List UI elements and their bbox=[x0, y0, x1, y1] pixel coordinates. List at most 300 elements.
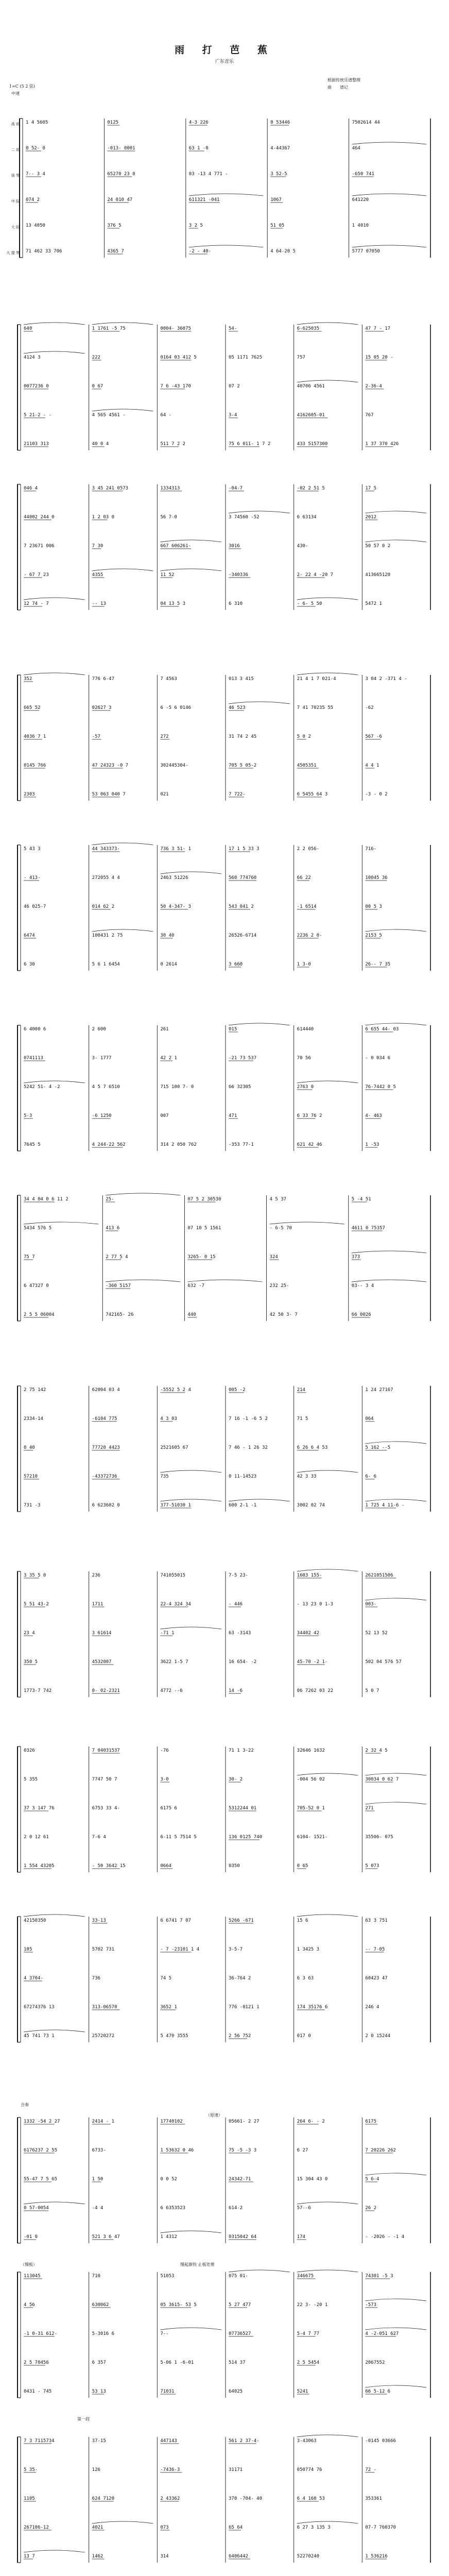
jianpu-note-group: 5 -4 51 bbox=[351, 1197, 371, 1202]
jianpu-note-group: 05 3615- 53 5 bbox=[160, 2302, 197, 2308]
jianpu-note-group: 13 7 bbox=[24, 2554, 35, 2559]
jianpu-note-group: 3 74560 -52 bbox=[229, 515, 260, 520]
jianpu-note-group: 5 073 bbox=[365, 1863, 379, 1869]
slur-arc bbox=[106, 1280, 180, 1282]
jianpu-note-group: - 13 23 0 1-3 bbox=[297, 1602, 334, 1607]
jianpu-note-group: 0 40 bbox=[24, 1445, 35, 1450]
jianpu-note-group: 614-2 bbox=[229, 2206, 243, 2211]
slur-arc bbox=[187, 1280, 262, 1282]
jianpu-note-group: 5 6-4 bbox=[365, 2177, 379, 2182]
slur-arc bbox=[229, 1499, 290, 1501]
jianpu-note-group: - 413- bbox=[24, 875, 41, 880]
jianpu-note-group: 003- bbox=[365, 1602, 377, 1607]
jianpu-note-group: 51053 bbox=[160, 2274, 175, 2279]
jianpu-note-group: 1 4 5605 bbox=[26, 120, 48, 125]
jianpu-note-group: 40706 4561 bbox=[297, 384, 325, 389]
slur-arc bbox=[365, 2173, 426, 2175]
jianpu-note-group: 23 4 bbox=[24, 1631, 35, 1636]
jianpu-note-group: -6 1250 bbox=[92, 1113, 112, 1118]
jianpu-note-group: 4 56 bbox=[24, 2302, 35, 2308]
jianpu-note-group: 4-44367 bbox=[270, 146, 290, 151]
jianpu-note-group: 314 2 050 762 bbox=[160, 1142, 197, 1147]
jianpu-note-group: 2 77 5 4 bbox=[106, 1255, 128, 1260]
jianpu-note-group: -01 0 bbox=[24, 2234, 38, 2240]
jianpu-note-group: 1 3425 3 bbox=[297, 1947, 320, 1952]
jianpu-note-group: 4 5 37 bbox=[269, 1197, 287, 1202]
slur-arc bbox=[189, 194, 263, 196]
jianpu-note-group: 4 64-20 5 bbox=[270, 249, 296, 254]
jianpu-note-group: -76 bbox=[160, 1748, 169, 1753]
jianpu-note-group: 05661- 2 27 bbox=[229, 2119, 260, 2124]
jianpu-note-group: 76-7442 0 5 bbox=[365, 1084, 396, 1090]
jianpu-note-group: 0 57-0054 bbox=[24, 2206, 49, 2211]
jianpu-note-group: 267106-12 bbox=[24, 2525, 49, 2530]
jianpu-note-group: 5241 bbox=[297, 2389, 308, 2394]
jianpu-note-group: -6104 775 bbox=[92, 1416, 117, 1421]
jianpu-note-group: 3622 1-5 7 bbox=[160, 1659, 188, 1665]
section-mark: 慢起渐快 止板处理 bbox=[180, 2262, 215, 2267]
slur-arc bbox=[352, 1251, 426, 1253]
slur-arc bbox=[297, 1914, 358, 1917]
jianpu-note-group: 430- bbox=[297, 544, 308, 549]
slur-arc bbox=[365, 1802, 426, 1804]
jianpu-note-group: 46 523 bbox=[229, 705, 246, 710]
jianpu-note-group: 6175 bbox=[365, 2119, 377, 2124]
jianpu-note-group: 600 2-1 -1 bbox=[229, 1503, 257, 1508]
jianpu-note-group: 4611 0 75357 bbox=[351, 1226, 385, 1231]
jianpu-note-group: 2 2 056- bbox=[297, 846, 320, 852]
jianpu-note-group: - 67 7 23 bbox=[24, 572, 49, 578]
jianpu-note-group: 7 4563 bbox=[160, 676, 177, 682]
jianpu-note-group: 560 774760 bbox=[229, 875, 257, 880]
jianpu-note-group: 26526-6714 bbox=[229, 933, 257, 938]
jianpu-note-group: 5 27 477 bbox=[229, 2302, 251, 2308]
jianpu-note-group: 6 4 160 53 bbox=[297, 2496, 325, 2501]
jianpu-note-group: 5777 07050 bbox=[352, 249, 380, 254]
jianpu-note-group: 7 41 70235 55 bbox=[297, 705, 334, 710]
jianpu-note-group: 3 61614 bbox=[92, 1631, 112, 1636]
jianpu-note-group: 736 3 51- 1 bbox=[160, 846, 191, 852]
slur-arc bbox=[160, 2328, 221, 2330]
jianpu-note-group: 514 37 bbox=[229, 2360, 246, 2365]
jianpu-note-group: 621 42 46 bbox=[297, 1142, 322, 1147]
jianpu-note-group: 71 5 bbox=[297, 1416, 308, 1421]
jianpu-note-group: 57--6 bbox=[297, 2206, 311, 2211]
jianpu-note-group: 3-4 bbox=[229, 413, 237, 418]
slur-arc bbox=[24, 673, 85, 675]
slur-arc bbox=[365, 2299, 426, 2301]
jianpu-note-group: 25- bbox=[106, 1197, 114, 1202]
jianpu-note-group: 3-43063 bbox=[297, 2438, 317, 2444]
jianpu-note-group: 2 600 bbox=[92, 1027, 106, 1032]
jianpu-note-group: 3-5-7 bbox=[229, 1947, 243, 1952]
slur-arc bbox=[297, 2521, 358, 2523]
jianpu-note-group: 2 5 5454 bbox=[297, 2360, 320, 2365]
jianpu-note-group: 7747 50 7 bbox=[92, 1777, 117, 1782]
jianpu-note-group: 50 57 0 2 bbox=[365, 544, 391, 549]
jianpu-note-group: 013 3 415 bbox=[229, 676, 254, 682]
jianpu-note-group: 736 bbox=[92, 1976, 100, 1981]
jianpu-note-group: -7436-3 bbox=[160, 2467, 180, 2472]
jianpu-note-group: 0326 bbox=[24, 1748, 35, 1753]
jianpu-note-group: 4532007 bbox=[92, 1659, 112, 1665]
jianpu-note-group: 6176237 2 55 bbox=[24, 2148, 58, 2153]
jianpu-note-group: 6 27 3 135 3 bbox=[297, 2525, 331, 2530]
slur-arc bbox=[365, 1023, 426, 1025]
jianpu-note-group: 75 -5 -3 3 bbox=[229, 2148, 257, 2153]
jianpu-note-group: 705-52 0 1 bbox=[297, 1806, 325, 1811]
jianpu-note-group: -004 56 02 bbox=[297, 1777, 325, 1782]
jianpu-note-group: 2334-14 bbox=[24, 1416, 43, 1421]
jianpu-note-group: 6- 6 bbox=[365, 1474, 377, 1479]
jianpu-note-group: 174 bbox=[297, 2234, 305, 2240]
jianpu-note-group: 0431 - 745 bbox=[24, 2389, 52, 2394]
jianpu-note-group: 1 1761 -5 75 bbox=[92, 326, 126, 331]
jianpu-note-group: 33-13 bbox=[92, 1918, 106, 1923]
jianpu-note-group: 4036 7 1 bbox=[24, 734, 46, 739]
jianpu-note-group: 776 6-47 bbox=[92, 676, 115, 682]
slur-arc bbox=[24, 1222, 98, 1224]
jianpu-note-group: 767 bbox=[365, 413, 374, 418]
jianpu-note-group: 6 5455 64 3 bbox=[297, 792, 328, 797]
jianpu-note-group: 2012 bbox=[365, 515, 377, 520]
instrument-label: 大 提 琴 bbox=[6, 251, 20, 255]
jianpu-note-group: 050774 76 bbox=[297, 2467, 322, 2472]
jianpu-note-group: 14 -6 bbox=[229, 1688, 243, 1693]
jianpu-note-group: 464 bbox=[352, 146, 360, 151]
slur-arc bbox=[92, 843, 153, 845]
jianpu-note-group: 2 5 5 06004 bbox=[24, 1312, 55, 1317]
jianpu-note-group: 56 7-0 bbox=[160, 515, 177, 520]
instrument-label: 大 阮 bbox=[11, 225, 20, 229]
jianpu-note-group: 15 05 20 - bbox=[365, 355, 393, 360]
jianpu-note-group: 6 33 76 2 bbox=[297, 1113, 322, 1118]
jianpu-note-group: 53 13 bbox=[92, 2389, 106, 2394]
jianpu-note-group: 13 4050 bbox=[26, 223, 45, 228]
jianpu-note-group: 1 554 43205 bbox=[24, 1863, 55, 1869]
jianpu-note-group: 5 51 43-2 bbox=[24, 1602, 49, 1607]
slur-arc bbox=[92, 409, 153, 411]
jianpu-note-group: 413 6 bbox=[106, 1226, 120, 1231]
jianpu-note-group: 6753 33 4- bbox=[92, 1806, 120, 1811]
jianpu-note-group: 7502614 44 bbox=[352, 120, 380, 125]
jianpu-note-group: 2 56 752 bbox=[229, 2033, 251, 2039]
jianpu-note-group: 1 2 03 0 bbox=[92, 515, 115, 520]
jianpu-note-group: 4 5 7 6510 bbox=[92, 1084, 120, 1090]
jianpu-note-group: 624 7120 bbox=[92, 2496, 115, 2501]
jianpu-note-group: 3 04 2 -371 4 - bbox=[365, 676, 407, 682]
jianpu-note-group: 5242 51- 4 -2 bbox=[24, 1084, 60, 1090]
jianpu-note-group: 07 10 5 1561 bbox=[187, 1226, 221, 1231]
jianpu-note-group: 271 bbox=[365, 1806, 374, 1811]
jianpu-note-group: 2 75 142 bbox=[24, 1387, 46, 1393]
jianpu-note-group: 75 6 011- 1 7 2 bbox=[229, 442, 271, 447]
slur-arc bbox=[365, 1442, 426, 1444]
jianpu-note-group: 440 bbox=[187, 1312, 196, 1317]
jianpu-note-group: 3 45 241 0573 bbox=[92, 486, 129, 491]
jianpu-note-group: 0 53446 bbox=[270, 120, 290, 125]
jianpu-note-group: 30- 2 bbox=[229, 1777, 243, 1782]
jianpu-note-group: -- 7-05 bbox=[365, 1947, 385, 1952]
instrument-label: 二 胡 bbox=[11, 148, 20, 152]
instrument-label: 扬 琴 bbox=[11, 174, 20, 178]
jianpu-note-group: 30 40 bbox=[160, 933, 175, 938]
jianpu-note-group: 1711 bbox=[92, 1602, 103, 1607]
jianpu-note-group: 66 32305 bbox=[229, 1084, 251, 1090]
slur-arc bbox=[365, 2385, 426, 2387]
jianpu-note-group: 63 1 -0 bbox=[188, 146, 209, 151]
jianpu-note-group: 37 3 147 76 bbox=[24, 1806, 55, 1811]
jianpu-note-group: 51 05 bbox=[270, 223, 285, 228]
jianpu-note-group: -1 0-31 612- bbox=[24, 2331, 58, 2336]
jianpu-note-group: 5 21-2 - - bbox=[24, 413, 52, 418]
jianpu-note-group: 0 65 bbox=[297, 1863, 308, 1869]
jianpu-note-group: 5 162 --5 bbox=[365, 1445, 391, 1450]
jianpu-note-group: 21 4 1 7 021-4 bbox=[297, 676, 336, 682]
jianpu-note-group: 6 26 6 4 53 bbox=[297, 1445, 328, 1450]
slur-arc bbox=[365, 929, 426, 931]
jianpu-note-group: 3652 1 bbox=[160, 2005, 177, 2010]
slur-arc bbox=[229, 1023, 290, 1025]
jianpu-note-group: 4- 463 bbox=[365, 1113, 382, 1118]
jianpu-note-group: 60423 47 bbox=[365, 1976, 388, 1981]
jianpu-note-group: 4505351 bbox=[297, 763, 317, 768]
jianpu-note-group: 6 6353523 bbox=[160, 2206, 186, 2211]
jianpu-note-group: 4772 --6 bbox=[160, 1688, 183, 1693]
jianpu-note-group: 433 5157300 bbox=[297, 442, 328, 447]
jianpu-note-group: 45 741 73 1 bbox=[24, 2033, 55, 2039]
slur-arc bbox=[24, 1081, 85, 1083]
jianpu-note-group: -573 bbox=[365, 2302, 377, 2308]
jianpu-note-group: 174 35176 6 bbox=[297, 2005, 328, 2010]
jianpu-note-group: 07 2 bbox=[229, 384, 240, 389]
jianpu-note-group: 741055015 bbox=[160, 1573, 186, 1578]
slur-arc bbox=[297, 2202, 358, 2204]
jianpu-note-group: 57210 bbox=[24, 1474, 38, 1479]
jianpu-note-group: -2 - 40- bbox=[188, 249, 212, 254]
jianpu-note-group: 63 -3143 bbox=[229, 1631, 251, 1636]
slur-arc bbox=[92, 929, 153, 931]
jianpu-note-group: 716- bbox=[365, 846, 377, 852]
jianpu-note-group: 17 5 bbox=[365, 486, 377, 491]
jianpu-note-group: 53 063 040 7 bbox=[92, 792, 126, 797]
jianpu-note-group: 715 100 7- 0 bbox=[160, 1084, 194, 1090]
jianpu-note-group: 511 7 2 2 bbox=[160, 442, 186, 447]
jianpu-note-group: 42 3 33 bbox=[297, 1474, 317, 1479]
jianpu-note-group: 3265- 0 15 bbox=[187, 1255, 216, 1260]
jianpu-note-group: 17 1 5 33 3 bbox=[229, 846, 260, 852]
jianpu-note-group: 44 343373- bbox=[92, 846, 120, 852]
jianpu-note-group: 1 24 27167 bbox=[365, 1387, 393, 1393]
slur-arc bbox=[365, 1598, 426, 1600]
jianpu-note-group: 1 536216 bbox=[365, 2554, 388, 2559]
jianpu-note-group: 71 462 33 706 bbox=[26, 249, 62, 254]
jianpu-note-group: 7-6 4 bbox=[92, 1835, 106, 1840]
jianpu-note-group: 25720272 bbox=[92, 2033, 115, 2039]
slur-arc bbox=[229, 702, 290, 704]
jianpu-note-group: 246 4 bbox=[365, 2005, 379, 2010]
jianpu-note-group: -4 4 bbox=[92, 2206, 103, 2211]
jianpu-note-group: 302445304- bbox=[160, 763, 188, 768]
slur-arc bbox=[24, 2030, 85, 2032]
jianpu-note-group: 7-- bbox=[160, 2331, 169, 2336]
jianpu-note-group: 50 4-347- 3 bbox=[160, 904, 191, 909]
jianpu-note-group: 4021 bbox=[92, 2525, 103, 2530]
jianpu-note-group: 21103 313 bbox=[24, 442, 49, 447]
jianpu-note-group: 352 bbox=[24, 676, 32, 682]
slur-arc bbox=[189, 245, 263, 247]
jianpu-note-group: 222 bbox=[92, 355, 100, 360]
jianpu-note-group: 4355 bbox=[92, 572, 103, 578]
jianpu-note-group: 07-7 760370 bbox=[365, 2525, 396, 2530]
jianpu-note-group: 47 24323 -0 7 bbox=[92, 763, 129, 768]
jianpu-note-group: -353 77-1 bbox=[229, 1142, 254, 1147]
slur-arc bbox=[160, 1499, 221, 1501]
jianpu-note-group: 2303 bbox=[24, 792, 35, 797]
jianpu-note-group: 3 35 5 0 bbox=[24, 1573, 46, 1578]
jianpu-note-group: 0 0 52 bbox=[160, 2177, 177, 2182]
jianpu-note-group: 376 5 bbox=[107, 223, 122, 228]
jianpu-note-group: 42150350 bbox=[24, 1918, 46, 1923]
jianpu-note-group: 04 13 5 3 bbox=[160, 601, 186, 606]
jianpu-note-group: 2153 5 bbox=[365, 933, 382, 938]
credit-transcriber: 曲 谱记 bbox=[327, 85, 348, 90]
jianpu-note-group: 0004- 36075 bbox=[160, 326, 191, 331]
jianpu-note-group: 236 bbox=[92, 1573, 100, 1578]
jianpu-note-group: 264 6- - 2 bbox=[297, 2119, 325, 2124]
slur-arc bbox=[352, 142, 426, 144]
jianpu-note-group: 665 52 bbox=[24, 705, 41, 710]
jianpu-note-group: 136 0125 740 bbox=[229, 1835, 263, 1840]
jianpu-note-group: 24342-71 bbox=[229, 2177, 251, 2182]
jianpu-note-group: 6 310 bbox=[229, 601, 243, 606]
jianpu-note-group: 4162605-01 bbox=[297, 413, 325, 418]
jianpu-note-group: 1 37 370 426 bbox=[365, 442, 399, 447]
jianpu-note-group: 31171 bbox=[229, 2467, 243, 2472]
jianpu-note-group: 65270 23 0 bbox=[107, 172, 135, 177]
jianpu-note-group: 15 304 43 0 bbox=[297, 2177, 328, 2182]
jianpu-note-group: 377-51030 1 bbox=[160, 1503, 191, 1508]
jianpu-note-group: 0164 03 412 5 bbox=[160, 355, 197, 360]
slur-arc bbox=[270, 1222, 344, 1224]
jianpu-note-group: 63 3 751 bbox=[365, 1918, 388, 1923]
jianpu-note-group: 735 bbox=[160, 1474, 169, 1479]
jianpu-note-group: 630062 bbox=[92, 2302, 109, 2308]
jianpu-note-group: 5-3016 6 bbox=[92, 2331, 115, 2336]
jianpu-note-group: 05 1171 7625 bbox=[229, 355, 263, 360]
jianpu-note-group: 447143 bbox=[160, 2438, 177, 2444]
jianpu-note-group: 373 bbox=[351, 1255, 360, 1260]
jianpu-note-group: 1 3-0 bbox=[297, 962, 311, 967]
instrument-label: 中 阮 bbox=[11, 199, 20, 204]
slur-arc bbox=[160, 1627, 221, 1629]
jianpu-note-group: - 50 3642 15 bbox=[92, 1863, 126, 1869]
jianpu-note-group: 757 bbox=[297, 355, 305, 360]
jianpu-note-group: 46 025-7 bbox=[24, 904, 46, 909]
jianpu-note-group: 5434 576 5 bbox=[24, 1226, 52, 1231]
jianpu-note-group: 471 bbox=[229, 1113, 237, 1118]
jianpu-note-group: 7 722- bbox=[229, 792, 246, 797]
jianpu-note-group: 62004 03 4 bbox=[92, 1387, 120, 1393]
slur-arc bbox=[352, 1280, 426, 1282]
jianpu-note-group: 44002 244 0 bbox=[24, 515, 55, 520]
jianpu-note-group: 03-- 3 4 bbox=[351, 1283, 374, 1289]
jianpu-note-group: 015 bbox=[229, 1027, 237, 1032]
jianpu-note-group: -43372736 bbox=[92, 1474, 117, 1479]
jianpu-note-group: 113045 bbox=[24, 2274, 41, 2279]
jianpu-note-group: 3 2 5 bbox=[188, 223, 203, 228]
jianpu-note-group: 55-47 7 5 65 bbox=[24, 2177, 58, 2182]
jianpu-note-group: 7 30 bbox=[92, 544, 103, 549]
jianpu-note-group: -71 1 bbox=[160, 1631, 175, 1636]
jianpu-note-group: 017 0 bbox=[297, 2033, 311, 2039]
jianpu-note-group: 521 3 6 47 bbox=[92, 2234, 120, 2240]
jianpu-note-group: 0- 02-2321 bbox=[92, 1688, 120, 1693]
jianpu-note-group: -340336 bbox=[229, 572, 248, 578]
jianpu-note-group: 5 470 3555 bbox=[160, 2033, 188, 2039]
jianpu-note-group: - 7 -23101 1 4 bbox=[160, 1947, 200, 1952]
jianpu-note-group: 6104- 1521- bbox=[297, 1835, 328, 1840]
score-genre: 广东音乐 bbox=[215, 59, 234, 64]
jianpu-note-group: 350 5 bbox=[24, 1659, 38, 1665]
jianpu-note-group: -1 6514 bbox=[297, 904, 317, 909]
jianpu-note-group: -5552 5 2 4 bbox=[160, 1387, 191, 1393]
jianpu-note-group: 3 52-5 bbox=[270, 172, 287, 177]
jianpu-note-group: 34 4 04 0 6 11 2 bbox=[24, 1197, 68, 1202]
jianpu-note-group: 1334313 bbox=[160, 486, 180, 491]
slur-arc bbox=[365, 2328, 426, 2330]
jianpu-note-group: 272055 4 4 bbox=[92, 875, 120, 880]
jianpu-note-group: 64 - bbox=[160, 413, 172, 418]
jianpu-note-group: - 0 034 6 bbox=[365, 1056, 391, 1061]
jianpu-note-group: 632 -7 bbox=[187, 1283, 204, 1289]
jianpu-note-group: 5 0 2 bbox=[297, 734, 311, 739]
slur-arc bbox=[365, 540, 426, 542]
jianpu-note-group: 0350 bbox=[229, 1863, 240, 1869]
slur-arc bbox=[297, 1773, 358, 1775]
jianpu-note-group: -04-7 bbox=[229, 486, 243, 491]
jianpu-note-group: 5702 731 bbox=[92, 1947, 115, 1952]
jianpu-note-group: 7-5 23- bbox=[229, 1573, 248, 1578]
jianpu-note-group: 413665120 bbox=[365, 572, 391, 578]
jianpu-note-group: 1773-7 742 bbox=[24, 1688, 52, 1693]
slur-arc bbox=[297, 673, 358, 675]
slur-arc bbox=[352, 245, 426, 247]
jianpu-note-group: -02 2 51 5 bbox=[297, 486, 325, 491]
credit-arranger: 根据传统乐谱整理 bbox=[327, 78, 360, 82]
jianpu-note-group: 5-4 7 77 bbox=[297, 2331, 320, 2336]
jianpu-note-group: 3- 1777 bbox=[92, 1056, 112, 1061]
jianpu-note-group: 4365 7 bbox=[107, 249, 124, 254]
section-mark: （原速） bbox=[206, 2113, 222, 2117]
jianpu-note-group: -- 13 bbox=[92, 601, 106, 606]
slur-arc bbox=[24, 2202, 85, 2204]
jianpu-note-group: 0741113 bbox=[24, 1056, 43, 1061]
jianpu-note-group: 3002 02 74 bbox=[297, 1503, 325, 1508]
jianpu-note-group: 26 2 bbox=[365, 2206, 377, 2211]
jianpu-note-group: 47 7 - 17 bbox=[365, 326, 391, 331]
jianpu-note-group: 4 -2-051 627 bbox=[365, 2331, 399, 2336]
jianpu-note-group: 71 1 3-22 bbox=[229, 1748, 254, 1753]
jianpu-note-group: -0145 03666 bbox=[365, 2438, 396, 2444]
jianpu-note-group: 5 35- bbox=[24, 2467, 38, 2472]
jianpu-note-group: 2- 22 4 -20 7 bbox=[297, 572, 334, 578]
jianpu-note-group: 1105 bbox=[24, 2496, 35, 2501]
jianpu-note-group: 0315042 64 bbox=[229, 2234, 257, 2240]
jianpu-note-group: 75 7 bbox=[24, 1255, 35, 1260]
slur-arc bbox=[297, 380, 358, 382]
score-title: 雨 打 芭 蕉 bbox=[175, 44, 274, 56]
